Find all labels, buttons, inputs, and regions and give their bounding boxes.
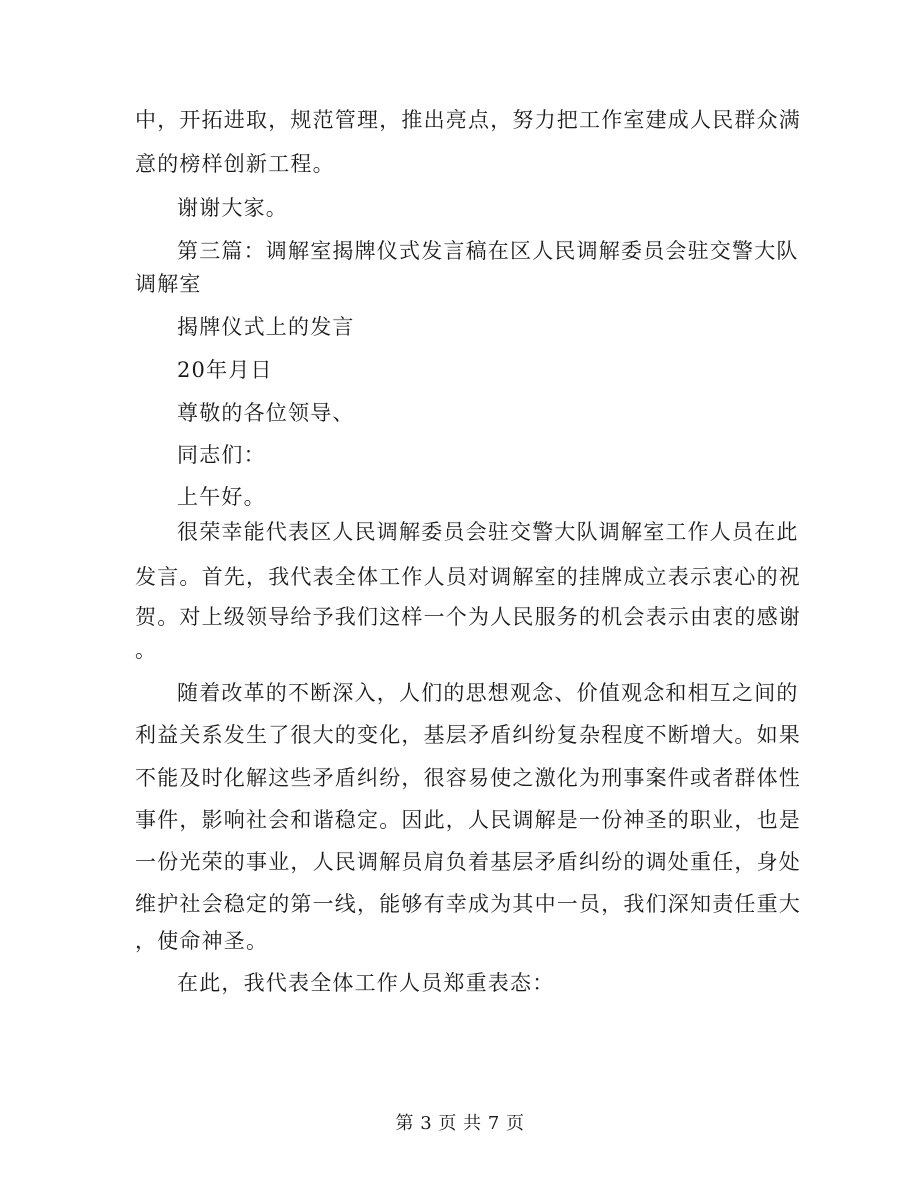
text-line: 谢谢大家。	[177, 196, 288, 220]
text-line: 不能及时化解这些矛盾纠纷，很容易使之激化为刑事案件或者群体性	[135, 766, 801, 790]
text-line: 事件，影响社会和谐稳定。因此，人民调解是一份神圣的职业，也是	[135, 808, 801, 832]
text-line: 维护社会稳定的第一线，能够有幸成为其中一员，我们深知责任重大	[135, 892, 801, 916]
text-line: 利益关系发生了很大的变化，基层矛盾纠纷复杂程度不断增大。如果	[135, 723, 801, 747]
text-line: 。	[135, 638, 158, 662]
text-line: 尊敬的各位领导、	[177, 401, 355, 425]
text-line: 揭牌仪式上的发言	[177, 315, 355, 339]
page-number-footer: 第 3 页 共 7 页	[395, 1113, 525, 1134]
text-line: 一份光荣的事业，人民调解员肩负着基层矛盾纠纷的调处重任，身处	[135, 850, 801, 874]
text-line: 调解室	[135, 272, 202, 296]
text-line: 发言。首先，我代表全体工作人员对调解室的挂牌成立表示衷心的祝	[135, 565, 801, 589]
text-line: 上午好。	[177, 485, 266, 509]
text-line: 20年月日	[177, 358, 273, 382]
text-line: 中，开拓进取，规范管理，推出亮点，努力把工作室建成人民群众满	[135, 108, 801, 132]
text-line: 第三篇：调解室揭牌仪式发言稿在区人民调解委员会驻交警大队	[177, 239, 799, 263]
text-line: 很荣幸能代表区人民调解委员会驻交警大队调解室工作人员在此	[177, 520, 799, 544]
text-line: 同志们：	[177, 443, 266, 467]
text-line: 在此，我代表全体工作人员郑重表态：	[177, 971, 555, 995]
text-line: 贺。对上级领导给予我们这样一个为人民服务的机会表示由衷的感谢	[135, 605, 801, 629]
text-line: 意的榜样创新工程。	[135, 152, 335, 176]
text-line: 随着改革的不断深入，人们的思想观念、价值观念和相互之间的	[177, 681, 799, 705]
text-line: ，使命神圣。	[135, 929, 269, 953]
